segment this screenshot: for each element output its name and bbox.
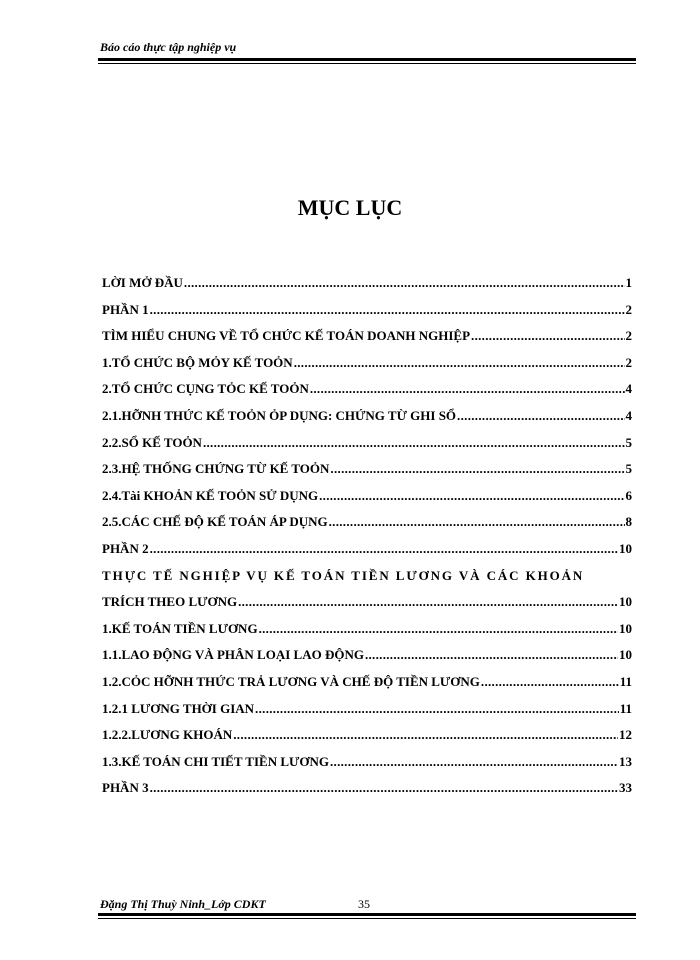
toc-entry-label: 2.2.SỔ KẾ TOỎN <box>102 434 202 450</box>
toc-entry-page: 11 <box>619 700 632 716</box>
toc-entry-label: 2.4.Tài KHOẢN KẾ TOỎN SỬ DỤNG <box>102 487 319 503</box>
toc-entry-page: 33 <box>619 780 632 796</box>
header-rule-thin <box>98 63 636 64</box>
toc-entry-label: 1.2.2.LƯƠNG KHOÁN <box>102 727 233 743</box>
toc-leader <box>184 270 625 297</box>
toc-entry[interactable] <box>102 616 632 643</box>
toc-leader <box>255 696 619 723</box>
toc-leader <box>330 749 618 776</box>
toc-leader <box>150 775 618 802</box>
toc-entry-label: PHẦN 3 <box>102 780 149 796</box>
header-text: Báo cáo thực tập nghiệp vụ <box>100 40 237 54</box>
toc-entry-page: 12 <box>619 727 632 743</box>
toc-entry-label: THỰC TẾ NGHIỆP VỤ KẾ TOÁN TIỀN LƯƠNG VÀ CÁC KHOẢN <box>102 567 585 583</box>
toc-entry-page: 10 <box>619 594 632 610</box>
toc-entry[interactable] <box>102 509 632 536</box>
toc-leader <box>365 642 618 669</box>
toc-entry-label: 2.3.HỆ THỐNG CHỨNG TỪ KẾ TOỎN <box>102 461 330 477</box>
toc-entry-page: 5 <box>625 461 632 477</box>
footer-page-number: 35 <box>358 897 370 911</box>
toc-entry-page: 10 <box>619 540 632 556</box>
toc-entry-label: TÌM HIỂU CHUNG VỀ TỔ CHỨC KẾ TOÁN DOANH NGHIỆP <box>102 328 471 344</box>
toc-leader <box>329 509 625 536</box>
toc-entry[interactable] <box>102 403 632 430</box>
toc-entry-page: 1 <box>625 275 632 290</box>
toc-entry-label: 1.TỔ CHỨC BỘ MỎY KẾ TOỎN <box>102 354 293 370</box>
toc-leader <box>238 589 618 616</box>
toc-entry[interactable] <box>102 297 632 324</box>
toc-leader <box>294 350 625 377</box>
toc-entry[interactable] <box>102 749 632 776</box>
page-title: MỤC LỤC <box>297 195 403 220</box>
toc-entry-page: 2 <box>625 328 632 344</box>
toc-leader <box>150 297 625 324</box>
toc-entry-label: 1.2.1 LƯƠNG THỜI GIAN <box>102 700 255 716</box>
toc-entry[interactable] <box>102 536 632 563</box>
toc-entry[interactable] <box>102 350 632 377</box>
toc-entry-label: PHẦN 2 <box>102 540 149 556</box>
toc-leader <box>330 456 624 483</box>
footer-text: Đặng Thị Thuỳ Ninh_Lớp CDKT <box>100 897 266 911</box>
toc-entry[interactable] <box>102 430 632 457</box>
toc-entry[interactable] <box>102 669 632 696</box>
table-of-contents <box>102 270 632 802</box>
toc-entry[interactable] <box>102 642 632 669</box>
toc-leader <box>310 376 625 403</box>
toc-leader <box>457 403 624 430</box>
toc-entry[interactable] <box>102 563 632 590</box>
toc-entry-label: 1.1.LAO ĐỘNG VÀ PHÂN LOẠI LAO ĐỘNG <box>102 647 364 663</box>
toc-entry-page: 6 <box>625 487 632 503</box>
toc-entry[interactable] <box>102 456 632 483</box>
toc-entry-label: 1.2.CỎC HỠNH THỨC TRẢ LƯƠNG VÀ CHẾ ĐỘ TIỀN LƯƠNG <box>102 673 480 689</box>
toc-entry-label: PHẦN 1 <box>102 301 149 317</box>
toc-entry-page: 10 <box>619 620 632 636</box>
toc-entry[interactable] <box>102 323 632 350</box>
footer-rule-thick <box>98 913 636 916</box>
toc-entry-label: LỜI MỞ ĐẦU <box>102 275 183 290</box>
toc-entry-page: 2 <box>625 354 632 370</box>
toc-leader <box>471 323 624 350</box>
toc-entry[interactable] <box>102 696 632 723</box>
toc-entry-page: 8 <box>625 514 632 530</box>
toc-entry[interactable] <box>102 722 632 749</box>
toc-entry[interactable] <box>102 376 632 403</box>
toc-entry-label: 2.1.HỠNH THỨC KẾ TOỎN ỎP DỤNG: CHỨNG TỪ GHI SỔ <box>102 407 457 423</box>
toc-entry-label: 1.3.KẾ TOÁN CHI TIẾT TIỀN LƯƠNG <box>102 753 329 769</box>
toc-entry-label: TRÍCH THEO LƯƠNG <box>102 594 238 610</box>
toc-leader <box>150 536 618 563</box>
footer-rule-thin <box>98 918 636 919</box>
header-rule-thick <box>98 58 636 61</box>
toc-leader <box>233 722 618 749</box>
toc-entry-page: 4 <box>625 381 632 397</box>
toc-entry-label: 1.KẾ TOÁN TIỀN LƯƠNG <box>102 620 258 636</box>
toc-entry-label: 2.TỔ CHỨC CỤNG TỎC KẾ TOỎN <box>102 381 309 397</box>
toc-entry-page: 2 <box>625 301 632 317</box>
toc-leader <box>319 483 624 510</box>
toc-entry-page: 13 <box>619 753 632 769</box>
toc-entry[interactable] <box>102 270 632 297</box>
toc-entry-page: 11 <box>619 673 632 689</box>
toc-entry[interactable] <box>102 483 632 510</box>
toc-entry-page: 5 <box>625 434 632 450</box>
toc-entry-page: 10 <box>619 647 632 663</box>
toc-entry-label: 2.5.CÁC CHẾ ĐỘ KẾ TOÁN ÁP DỤNG <box>102 514 328 530</box>
toc-leader <box>259 616 618 643</box>
toc-leader <box>481 669 619 696</box>
toc-entry[interactable] <box>102 589 632 616</box>
toc-leader <box>203 430 625 457</box>
toc-entry-page: 4 <box>625 407 632 423</box>
toc-entry[interactable] <box>102 775 632 802</box>
